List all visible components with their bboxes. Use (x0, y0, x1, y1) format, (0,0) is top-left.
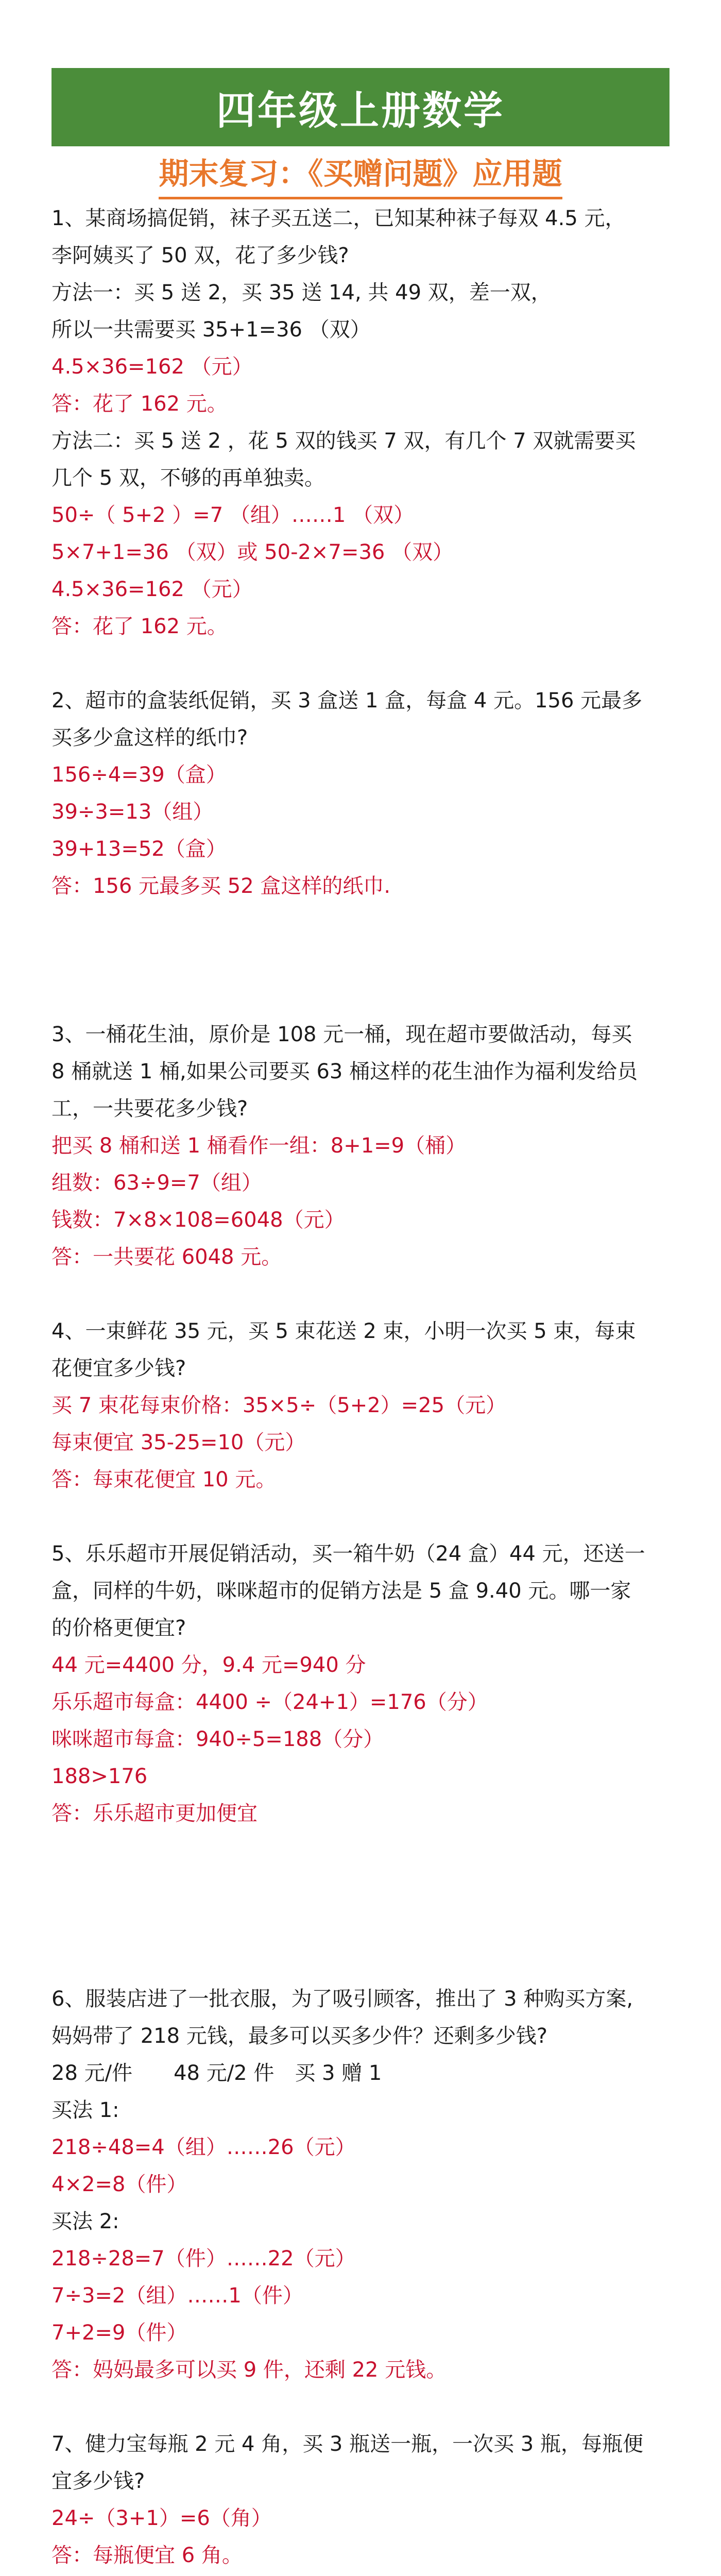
question-line: 几个 5 双，不够的再单独卖。 (52, 466, 325, 490)
solution-line: 218÷28=7（件）……22（元） (52, 2247, 356, 2270)
section-gap (52, 1832, 670, 1980)
question-line: 买多少盒这样的纸巾? (52, 726, 248, 750)
solution-line: 组数：63÷9=7（组） (52, 1171, 262, 1195)
solution-line: 50÷（ 5+2 ）=7 （组）……1 （双） (52, 503, 415, 527)
question-line: 盒，同样的牛奶，咪咪超市的促销方法是 5 盒 9.40 元。哪一家 (52, 1579, 631, 1603)
question-line: 的价格更便宜? (52, 1616, 186, 1640)
section-gap (52, 645, 670, 682)
problem-4 (52, 1313, 670, 1498)
problem-1 (52, 200, 670, 645)
problem-3 (52, 1016, 670, 1276)
problem-7 (52, 2426, 670, 2574)
problem-2 (52, 682, 670, 905)
solution-line: 答：乐乐超市更加便宜 (52, 1802, 258, 1825)
solution-line: 乐乐超市每盒：4400 ÷（24+1）=176（分） (52, 1690, 488, 1714)
problem-6 (52, 1980, 670, 2388)
solution-line: 24÷（3+1）=6（角） (52, 2506, 272, 2530)
solution-line: 每束便宜 35-25=10（元） (52, 1431, 306, 1454)
solution-line: 5×7+1=36 （双）或 50-2×7=36 （双） (52, 540, 454, 564)
section-gap (52, 905, 670, 1016)
solution-line: 39÷3=13（组） (52, 800, 214, 824)
question-line: 方法二：买 5 送 2 ，花 5 双的钱买 7 双，有几个 7 双就需要买 (52, 429, 636, 453)
question-line: 买法 2: (52, 2210, 119, 2233)
question-line: 28 元/件 48 元/2 件 买 3 赠 1 (52, 2061, 382, 2085)
question-line: 1、某商场搞促销，袜子买五送二，已知某种袜子每双 4.5 元， (52, 207, 626, 230)
solution-line: 4.5×36=162 （元） (52, 578, 253, 601)
solution-line: 4.5×36=162 （元） (52, 355, 253, 379)
title-banner (52, 68, 670, 146)
question-line: 工，一共要花多少钱? (52, 1097, 248, 1121)
solution-line: 把买 8 桶和送 1 桶看作一组：8+1=9（桶） (52, 1134, 467, 1158)
question-line: 妈妈带了 218 元钱，最多可以买多少件？还剩多少钱? (52, 2024, 548, 2048)
solution-line: 7+2=9（件） (52, 2321, 187, 2345)
solution-line: 188>176 (52, 1765, 148, 1788)
solution-line: 7÷3=2（组）……1（件） (52, 2284, 303, 2308)
question-line: 2、超市的盒装纸促销，买 3 盒送 1 盒，每盒 4 元。156 元最多 (52, 689, 643, 713)
question-line: 李阿姨买了 50 双，花了多少钱? (52, 244, 349, 267)
solution-line: 答：一共要花 6048 元。 (52, 1245, 282, 1269)
question-line: 方法一：买 5 送 2，买 35 送 14, 共 49 双，差一双， (52, 281, 552, 304)
subtitle-text: 期末复习：《买赠问题》应用题 (159, 149, 562, 199)
question-line: 5、乐乐超市开展促销活动，买一箱牛奶（24 盒）44 元，还送一 (52, 1542, 645, 1566)
question-line: 所以一共需要买 35+1=36 （双） (52, 318, 371, 342)
solution-line: 答：每束花便宜 10 元。 (52, 1468, 277, 1492)
solution-line: 44 元=4400 分，9.4 元=940 分 (52, 1653, 366, 1677)
section-gap (52, 2388, 670, 2426)
solution-line: 39+13=52（盒） (52, 837, 227, 861)
solution-line: 钱数：7×8×108=6048（元） (52, 1208, 345, 1232)
question-line: 8 桶就送 1 桶,如果公司要买 63 桶这样的花生油作为福利发给员 (52, 1060, 638, 1083)
solution-line: 咪咪超市每盒：940÷5=188（分） (52, 1727, 384, 1751)
section-gap (52, 1498, 670, 1535)
page-title: 四年级上册数学 (216, 87, 505, 133)
solution-line: 答：花了 162 元。 (52, 392, 228, 416)
solution-line: 4×2=8（件） (52, 2173, 187, 2196)
question-line: 4、一束鲜花 35 元，买 5 束花送 2 束，小明一次买 5 束，每束 (52, 1319, 636, 1343)
question-line: 花便宜多少钱? (52, 1357, 186, 1380)
solution-line: 156÷4=39（盒） (52, 763, 227, 787)
solution-line: 218÷48=4（组）……26（元） (52, 2136, 356, 2159)
question-line: 6、服装店进了一批衣服，为了吸引顾客，推出了 3 种购买方案, (52, 1987, 633, 2011)
solution-line: 答：花了 162 元。 (52, 615, 228, 638)
question-line: 3、一桶花生油，原价是 108 元一桶，现在超市要做活动，每买 (52, 1023, 632, 1046)
question-line: 7、健力宝每瓶 2 元 4 角，买 3 瓶送一瓶，一次买 3 瓶，每瓶便 (52, 2432, 643, 2456)
problem-5 (52, 1535, 670, 1832)
solution-line: 答：妈妈最多可以买 9 件，还剩 22 元钱。 (52, 2358, 447, 2382)
subtitle (0, 149, 721, 199)
solution-line: 答：每瓶便宜 6 角。 (52, 2544, 243, 2567)
solution-line: 买 7 束花每束价格：35×5÷（5+2）=25（元） (52, 1394, 507, 1417)
question-line: 买法 1: (52, 2098, 119, 2122)
section-gap (52, 2574, 670, 2576)
section-gap (52, 1276, 670, 1313)
solution-line: 答：156 元最多买 52 盒这样的纸巾. (52, 874, 391, 898)
question-line: 宜多少钱? (52, 2469, 145, 2493)
problem-list (52, 200, 670, 2576)
